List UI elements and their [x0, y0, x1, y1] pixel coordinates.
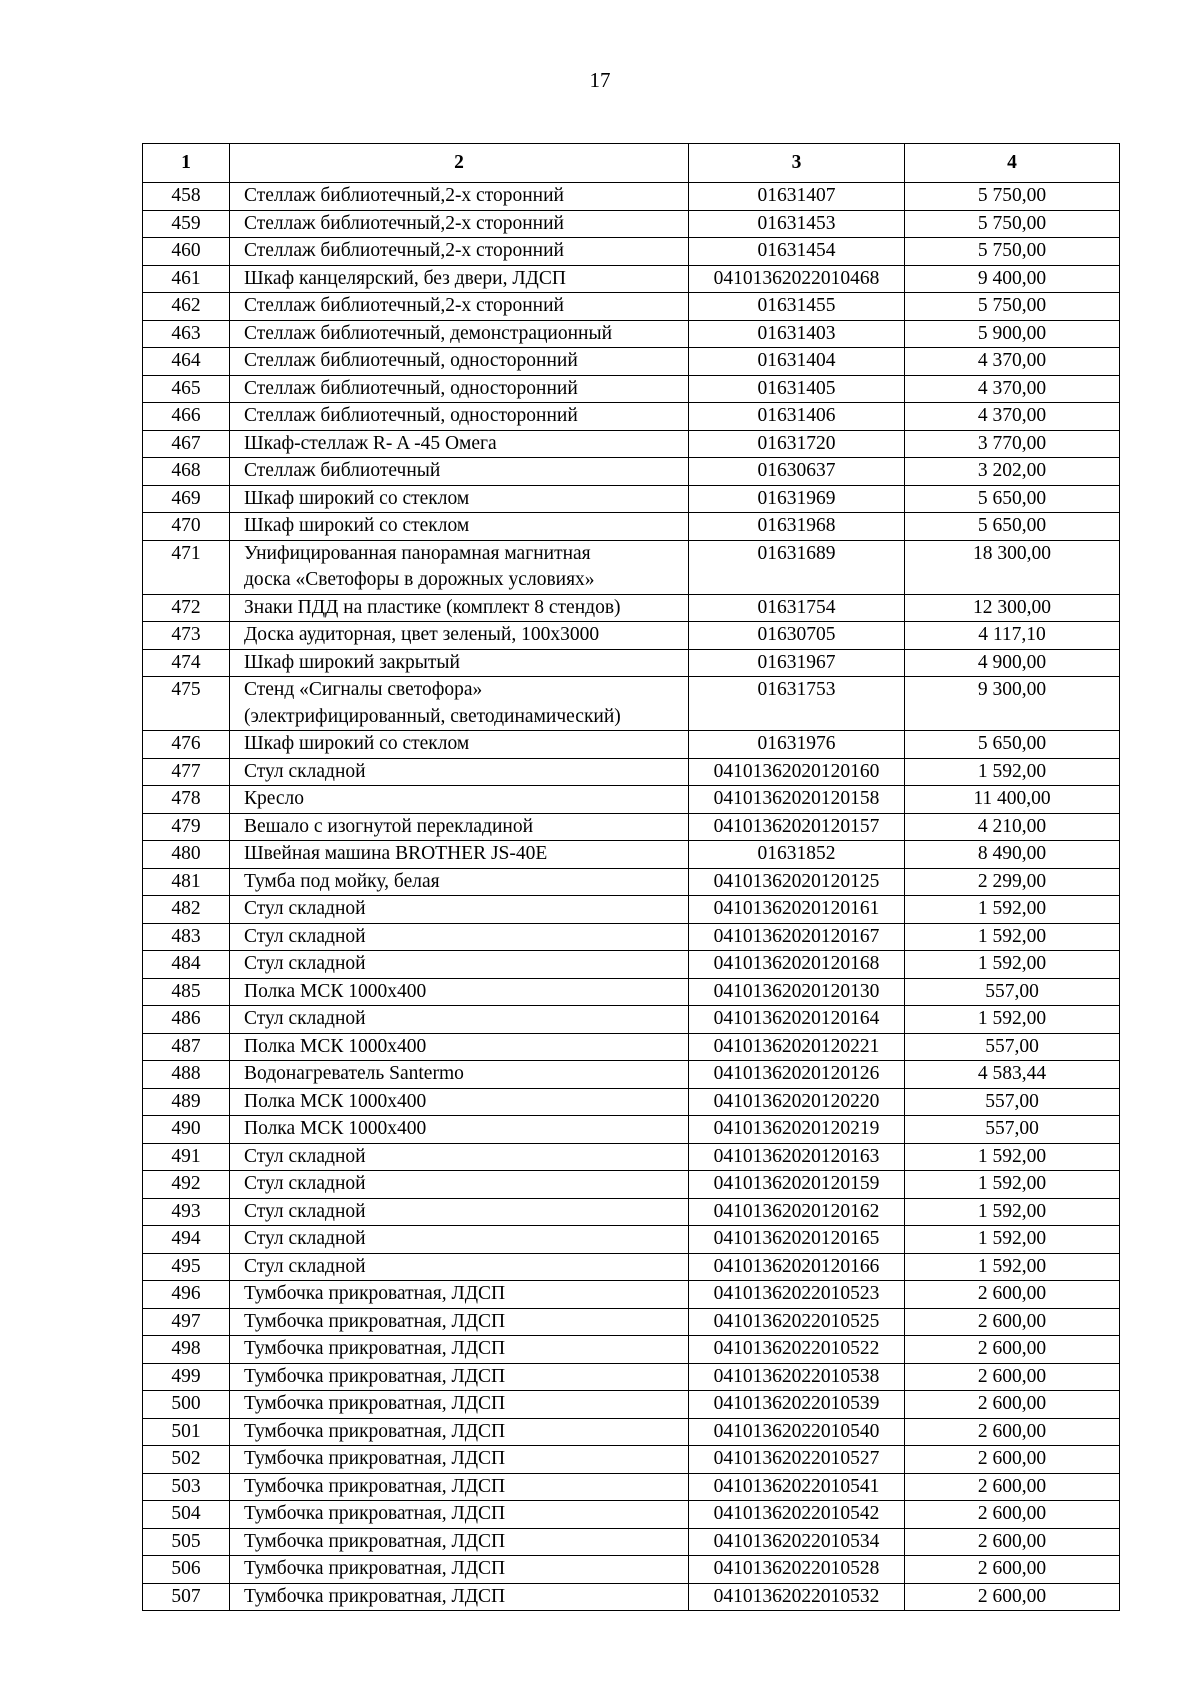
- row-number-cell: 486: [143, 1006, 230, 1034]
- row-number-cell: 491: [143, 1143, 230, 1171]
- row-number-cell: 465: [143, 375, 230, 403]
- cost-cell: 18 300,00: [905, 540, 1120, 594]
- row-number-cell: 478: [143, 786, 230, 814]
- row-number-cell: 467: [143, 430, 230, 458]
- row-number-cell: 475: [143, 677, 230, 731]
- cost-cell: 3 202,00: [905, 458, 1120, 486]
- inventory-code-cell: 01631969: [689, 485, 905, 513]
- inventory-code-cell: 01630637: [689, 458, 905, 486]
- table-row: [143, 540, 1120, 594]
- table-row: [143, 1363, 1120, 1391]
- row-number-cell: 472: [143, 594, 230, 622]
- item-name-cell: Стул складной: [230, 951, 689, 979]
- cost-cell: 1 592,00: [905, 1006, 1120, 1034]
- table-row: [143, 1171, 1120, 1199]
- cost-cell: 2 600,00: [905, 1473, 1120, 1501]
- cost-cell: 4 370,00: [905, 403, 1120, 431]
- table-row: [143, 183, 1120, 211]
- inventory-code-cell: 01631968: [689, 513, 905, 541]
- table-row: [143, 896, 1120, 924]
- item-name-cell: Тумбочка прикроватная, ЛДСП: [230, 1446, 689, 1474]
- inventory-table: [142, 143, 1120, 1611]
- cost-cell: 557,00: [905, 1116, 1120, 1144]
- table-row: [143, 1006, 1120, 1034]
- item-name-cell: Стул складной: [230, 1198, 689, 1226]
- item-name-cell: Стул складной: [230, 923, 689, 951]
- cost-cell: 557,00: [905, 1033, 1120, 1061]
- row-number-cell: 497: [143, 1308, 230, 1336]
- cost-cell: 2 600,00: [905, 1446, 1120, 1474]
- item-name-cell: Тумбочка прикроватная, ЛДСП: [230, 1473, 689, 1501]
- inventory-code-cell: 01631404: [689, 348, 905, 376]
- table-header-row: [143, 144, 1120, 183]
- table-row: [143, 1226, 1120, 1254]
- table-row: [143, 1556, 1120, 1584]
- item-name-cell: Стеллаж библиотечный, односторонний: [230, 403, 689, 431]
- table-row: [143, 1281, 1120, 1309]
- item-name-cell: Полка МСК 1000х400: [230, 978, 689, 1006]
- cost-cell: 2 600,00: [905, 1363, 1120, 1391]
- row-number-cell: 504: [143, 1501, 230, 1529]
- row-number-cell: 507: [143, 1583, 230, 1611]
- inventory-code-cell: 01631976: [689, 731, 905, 759]
- column-header-code: 3: [689, 144, 905, 183]
- inventory-code-cell: 04101362022010523: [689, 1281, 905, 1309]
- inventory-code-cell: 01631754: [689, 594, 905, 622]
- row-number-cell: 506: [143, 1556, 230, 1584]
- cost-cell: 2 600,00: [905, 1583, 1120, 1611]
- inventory-code-cell: 04101362020120159: [689, 1171, 905, 1199]
- cost-cell: 5 750,00: [905, 238, 1120, 266]
- cost-cell: 4 370,00: [905, 375, 1120, 403]
- item-name-cell: Тумбочка прикроватная, ЛДСП: [230, 1391, 689, 1419]
- cost-cell: 12 300,00: [905, 594, 1120, 622]
- cost-cell: 1 592,00: [905, 1198, 1120, 1226]
- inventory-code-cell: 04101362020120219: [689, 1116, 905, 1144]
- table-row: [143, 265, 1120, 293]
- item-name-cell: Водонагреватель Santermo: [230, 1061, 689, 1089]
- row-number-cell: 485: [143, 978, 230, 1006]
- cost-cell: 4 583,44: [905, 1061, 1120, 1089]
- item-name-cell: Швейная машина BROTHER JS-40E: [230, 841, 689, 869]
- inventory-code-cell: 04101362020120161: [689, 896, 905, 924]
- item-name-cell: Стул складной: [230, 1226, 689, 1254]
- row-number-cell: 470: [143, 513, 230, 541]
- row-number-cell: 502: [143, 1446, 230, 1474]
- inventory-code-cell: 01631407: [689, 183, 905, 211]
- row-number-cell: 459: [143, 210, 230, 238]
- cost-cell: 4 900,00: [905, 649, 1120, 677]
- inventory-code-cell: 04101362022010541: [689, 1473, 905, 1501]
- row-number-cell: 476: [143, 731, 230, 759]
- cost-cell: 1 592,00: [905, 1226, 1120, 1254]
- item-name-cell: Тумбочка прикроватная, ЛДСП: [230, 1556, 689, 1584]
- row-number-cell: 479: [143, 813, 230, 841]
- row-number-cell: 492: [143, 1171, 230, 1199]
- row-number-cell: 490: [143, 1116, 230, 1144]
- inventory-code-cell: 01631967: [689, 649, 905, 677]
- row-number-cell: 469: [143, 485, 230, 513]
- item-name-cell: Тумбочка прикроватная, ЛДСП: [230, 1281, 689, 1309]
- inventory-code-cell: 04101362020120130: [689, 978, 905, 1006]
- table-row: [143, 813, 1120, 841]
- table-row: [143, 1308, 1120, 1336]
- table-row: [143, 348, 1120, 376]
- table-row: [143, 1198, 1120, 1226]
- cost-cell: 5 650,00: [905, 485, 1120, 513]
- row-number-cell: 499: [143, 1363, 230, 1391]
- item-name-cell: Стенд «Сигналы светофора» (электрифицированный, светодинамический): [230, 677, 689, 731]
- cost-cell: 5 900,00: [905, 320, 1120, 348]
- inventory-code-cell: 01631453: [689, 210, 905, 238]
- row-number-cell: 473: [143, 622, 230, 650]
- row-number-cell: 487: [143, 1033, 230, 1061]
- cost-cell: 2 600,00: [905, 1501, 1120, 1529]
- row-number-cell: 505: [143, 1528, 230, 1556]
- inventory-code-cell: 01631852: [689, 841, 905, 869]
- row-number-cell: 458: [143, 183, 230, 211]
- cost-cell: 4 210,00: [905, 813, 1120, 841]
- cost-cell: 5 650,00: [905, 731, 1120, 759]
- table-row: [143, 513, 1120, 541]
- table-row: [143, 594, 1120, 622]
- cost-cell: 5 750,00: [905, 183, 1120, 211]
- item-name-cell: Стул складной: [230, 1143, 689, 1171]
- item-name-cell: Доска аудиторная, цвет зеленый, 100х3000: [230, 622, 689, 650]
- cost-cell: 3 770,00: [905, 430, 1120, 458]
- table-row: [143, 1391, 1120, 1419]
- cost-cell: 2 600,00: [905, 1528, 1120, 1556]
- cost-cell: 2 600,00: [905, 1281, 1120, 1309]
- table-row: [143, 649, 1120, 677]
- inventory-code-cell: 01630705: [689, 622, 905, 650]
- item-name-cell: Вешало с изогнутой перекладиной: [230, 813, 689, 841]
- cost-cell: 11 400,00: [905, 786, 1120, 814]
- inventory-code-cell: 04101362020120125: [689, 868, 905, 896]
- inventory-code-cell: 01631406: [689, 403, 905, 431]
- row-number-cell: 498: [143, 1336, 230, 1364]
- table-row: [143, 1061, 1120, 1089]
- item-name-cell: Стеллаж библиотечный,2-х сторонний: [230, 293, 689, 321]
- cost-cell: 557,00: [905, 978, 1120, 1006]
- item-name-cell: Шкаф широкий со стеклом: [230, 513, 689, 541]
- column-header-number: 1: [143, 144, 230, 183]
- inventory-code-cell: 04101362022010538: [689, 1363, 905, 1391]
- inventory-code-cell: 04101362022010527: [689, 1446, 905, 1474]
- item-name-cell: Стеллаж библиотечный, односторонний: [230, 348, 689, 376]
- row-number-cell: 477: [143, 758, 230, 786]
- item-name-cell: Стул складной: [230, 1006, 689, 1034]
- cost-cell: 2 299,00: [905, 868, 1120, 896]
- item-name-cell: Шкаф широкий со стеклом: [230, 485, 689, 513]
- table-body: [143, 183, 1120, 1611]
- column-header-name: 2: [230, 144, 689, 183]
- cost-cell: 5 650,00: [905, 513, 1120, 541]
- item-name-cell: Стул складной: [230, 1253, 689, 1281]
- inventory-code-cell: 04101362022010528: [689, 1556, 905, 1584]
- inventory-code-cell: 04101362022010542: [689, 1501, 905, 1529]
- table-row: [143, 758, 1120, 786]
- cost-cell: 5 750,00: [905, 210, 1120, 238]
- table-row: [143, 841, 1120, 869]
- item-name-cell: Полка МСК 1000х400: [230, 1116, 689, 1144]
- inventory-code-cell: 04101362020120220: [689, 1088, 905, 1116]
- cost-cell: 2 600,00: [905, 1336, 1120, 1364]
- table-row: [143, 403, 1120, 431]
- item-name-cell: Стул складной: [230, 896, 689, 924]
- inventory-code-cell: 01631753: [689, 677, 905, 731]
- table-row: [143, 320, 1120, 348]
- cost-cell: 2 600,00: [905, 1308, 1120, 1336]
- row-number-cell: 493: [143, 1198, 230, 1226]
- table-row: [143, 786, 1120, 814]
- item-name-cell: Тумбочка прикроватная, ЛДСП: [230, 1528, 689, 1556]
- table-row: [143, 1501, 1120, 1529]
- inventory-code-cell: 04101362020120157: [689, 813, 905, 841]
- table-row: [143, 1253, 1120, 1281]
- item-name-cell: Тумбочка прикроватная, ЛДСП: [230, 1501, 689, 1529]
- item-name-cell: Шкаф-стеллаж R- A -45 Омега: [230, 430, 689, 458]
- row-number-cell: 484: [143, 951, 230, 979]
- row-number-cell: 480: [143, 841, 230, 869]
- inventory-code-cell: 04101362022010540: [689, 1418, 905, 1446]
- table-row: [143, 1583, 1120, 1611]
- row-number-cell: 494: [143, 1226, 230, 1254]
- row-number-cell: 500: [143, 1391, 230, 1419]
- row-number-cell: 501: [143, 1418, 230, 1446]
- inventory-code-cell: 04101362022010468: [689, 265, 905, 293]
- inventory-code-cell: 04101362020120162: [689, 1198, 905, 1226]
- table-row: [143, 430, 1120, 458]
- row-number-cell: 463: [143, 320, 230, 348]
- item-name-cell: Стеллаж библиотечный, демонстрационный: [230, 320, 689, 348]
- table-row: [143, 1088, 1120, 1116]
- table-row: [143, 1336, 1120, 1364]
- inventory-code-cell: 04101362022010534: [689, 1528, 905, 1556]
- item-name-cell: Тумбочка прикроватная, ЛДСП: [230, 1583, 689, 1611]
- row-number-cell: 483: [143, 923, 230, 951]
- inventory-code-cell: 04101362020120164: [689, 1006, 905, 1034]
- inventory-code-cell: 04101362020120167: [689, 923, 905, 951]
- item-name-cell: Кресло: [230, 786, 689, 814]
- table-row: [143, 978, 1120, 1006]
- row-number-cell: 460: [143, 238, 230, 266]
- row-number-cell: 462: [143, 293, 230, 321]
- table-row: [143, 293, 1120, 321]
- item-name-cell: Унифицированная панорамная магнитная доска «Светофоры в дорожных условиях»: [230, 540, 689, 594]
- row-number-cell: 489: [143, 1088, 230, 1116]
- inventory-code-cell: 04101362022010532: [689, 1583, 905, 1611]
- cost-cell: 9 300,00: [905, 677, 1120, 731]
- inventory-code-cell: 04101362020120160: [689, 758, 905, 786]
- cost-cell: 1 592,00: [905, 1171, 1120, 1199]
- table-row: [143, 210, 1120, 238]
- table-row: [143, 731, 1120, 759]
- row-number-cell: 482: [143, 896, 230, 924]
- inventory-code-cell: 01631455: [689, 293, 905, 321]
- inventory-code-cell: 04101362020120165: [689, 1226, 905, 1254]
- row-number-cell: 468: [143, 458, 230, 486]
- inventory-code-cell: 01631689: [689, 540, 905, 594]
- item-name-cell: Тумба под мойку, белая: [230, 868, 689, 896]
- cost-cell: 1 592,00: [905, 896, 1120, 924]
- item-name-cell: Стеллаж библиотечный,2-х сторонний: [230, 238, 689, 266]
- cost-cell: 1 592,00: [905, 1253, 1120, 1281]
- inventory-code-cell: 01631405: [689, 375, 905, 403]
- row-number-cell: 471: [143, 540, 230, 594]
- cost-cell: 1 592,00: [905, 758, 1120, 786]
- table-row: [143, 1446, 1120, 1474]
- cost-cell: 4 370,00: [905, 348, 1120, 376]
- inventory-code-cell: 04101362020120221: [689, 1033, 905, 1061]
- cost-cell: 4 117,10: [905, 622, 1120, 650]
- table-row: [143, 1473, 1120, 1501]
- table-row: [143, 923, 1120, 951]
- item-name-cell: Шкаф широкий со стеклом: [230, 731, 689, 759]
- row-number-cell: 488: [143, 1061, 230, 1089]
- item-name-cell: Стеллаж библиотечный,2-х сторонний: [230, 183, 689, 211]
- column-header-cost: 4: [905, 144, 1120, 183]
- table-row: [143, 1418, 1120, 1446]
- cost-cell: 1 592,00: [905, 923, 1120, 951]
- page-number: 17: [589, 68, 611, 92]
- table-row: [143, 238, 1120, 266]
- row-number-cell: 496: [143, 1281, 230, 1309]
- item-name-cell: Стеллаж библиотечный,2-х сторонний: [230, 210, 689, 238]
- inventory-code-cell: 04101362022010525: [689, 1308, 905, 1336]
- table-row: [143, 677, 1120, 731]
- inventory-code-cell: 01631720: [689, 430, 905, 458]
- row-number-cell: 464: [143, 348, 230, 376]
- row-number-cell: 466: [143, 403, 230, 431]
- row-number-cell: 461: [143, 265, 230, 293]
- item-name-cell: Знаки ПДД на пластике (комплект 8 стендов): [230, 594, 689, 622]
- item-name-cell: Полка МСК 1000х400: [230, 1088, 689, 1116]
- inventory-code-cell: 04101362020120126: [689, 1061, 905, 1089]
- inventory-code-cell: 01631403: [689, 320, 905, 348]
- table-row: [143, 1033, 1120, 1061]
- cost-cell: 1 592,00: [905, 951, 1120, 979]
- item-name-cell: Стул складной: [230, 1171, 689, 1199]
- table-row: [143, 1116, 1120, 1144]
- table-row: [143, 485, 1120, 513]
- item-name-cell: Тумбочка прикроватная, ЛДСП: [230, 1336, 689, 1364]
- row-number-cell: 474: [143, 649, 230, 677]
- row-number-cell: 495: [143, 1253, 230, 1281]
- table-row: [143, 622, 1120, 650]
- row-number-cell: 503: [143, 1473, 230, 1501]
- cost-cell: 8 490,00: [905, 841, 1120, 869]
- cost-cell: 1 592,00: [905, 1143, 1120, 1171]
- table-row: [143, 951, 1120, 979]
- item-name-cell: Полка МСК 1000х400: [230, 1033, 689, 1061]
- item-name-cell: Тумбочка прикроватная, ЛДСП: [230, 1308, 689, 1336]
- cost-cell: 9 400,00: [905, 265, 1120, 293]
- inventory-code-cell: 04101362020120168: [689, 951, 905, 979]
- row-number-cell: 481: [143, 868, 230, 896]
- inventory-code-cell: 04101362022010522: [689, 1336, 905, 1364]
- table-row: [143, 375, 1120, 403]
- table-row: [143, 1528, 1120, 1556]
- table-row: [143, 458, 1120, 486]
- cost-cell: 557,00: [905, 1088, 1120, 1116]
- cost-cell: 2 600,00: [905, 1418, 1120, 1446]
- inventory-code-cell: 04101362020120163: [689, 1143, 905, 1171]
- item-name-cell: Шкаф широкий закрытый: [230, 649, 689, 677]
- inventory-code-cell: 04101362020120158: [689, 786, 905, 814]
- item-name-cell: Стеллаж библиотечный: [230, 458, 689, 486]
- inventory-code-cell: 04101362020120166: [689, 1253, 905, 1281]
- item-name-cell: Стеллаж библиотечный, односторонний: [230, 375, 689, 403]
- item-name-cell: Стул складной: [230, 758, 689, 786]
- cost-cell: 2 600,00: [905, 1391, 1120, 1419]
- inventory-code-cell: 01631454: [689, 238, 905, 266]
- cost-cell: 2 600,00: [905, 1556, 1120, 1584]
- inventory-code-cell: 04101362022010539: [689, 1391, 905, 1419]
- table-row: [143, 1143, 1120, 1171]
- item-name-cell: Тумбочка прикроватная, ЛДСП: [230, 1363, 689, 1391]
- item-name-cell: Шкаф канцелярский, без двери, ЛДСП: [230, 265, 689, 293]
- table-row: [143, 868, 1120, 896]
- cost-cell: 5 750,00: [905, 293, 1120, 321]
- item-name-cell: Тумбочка прикроватная, ЛДСП: [230, 1418, 689, 1446]
